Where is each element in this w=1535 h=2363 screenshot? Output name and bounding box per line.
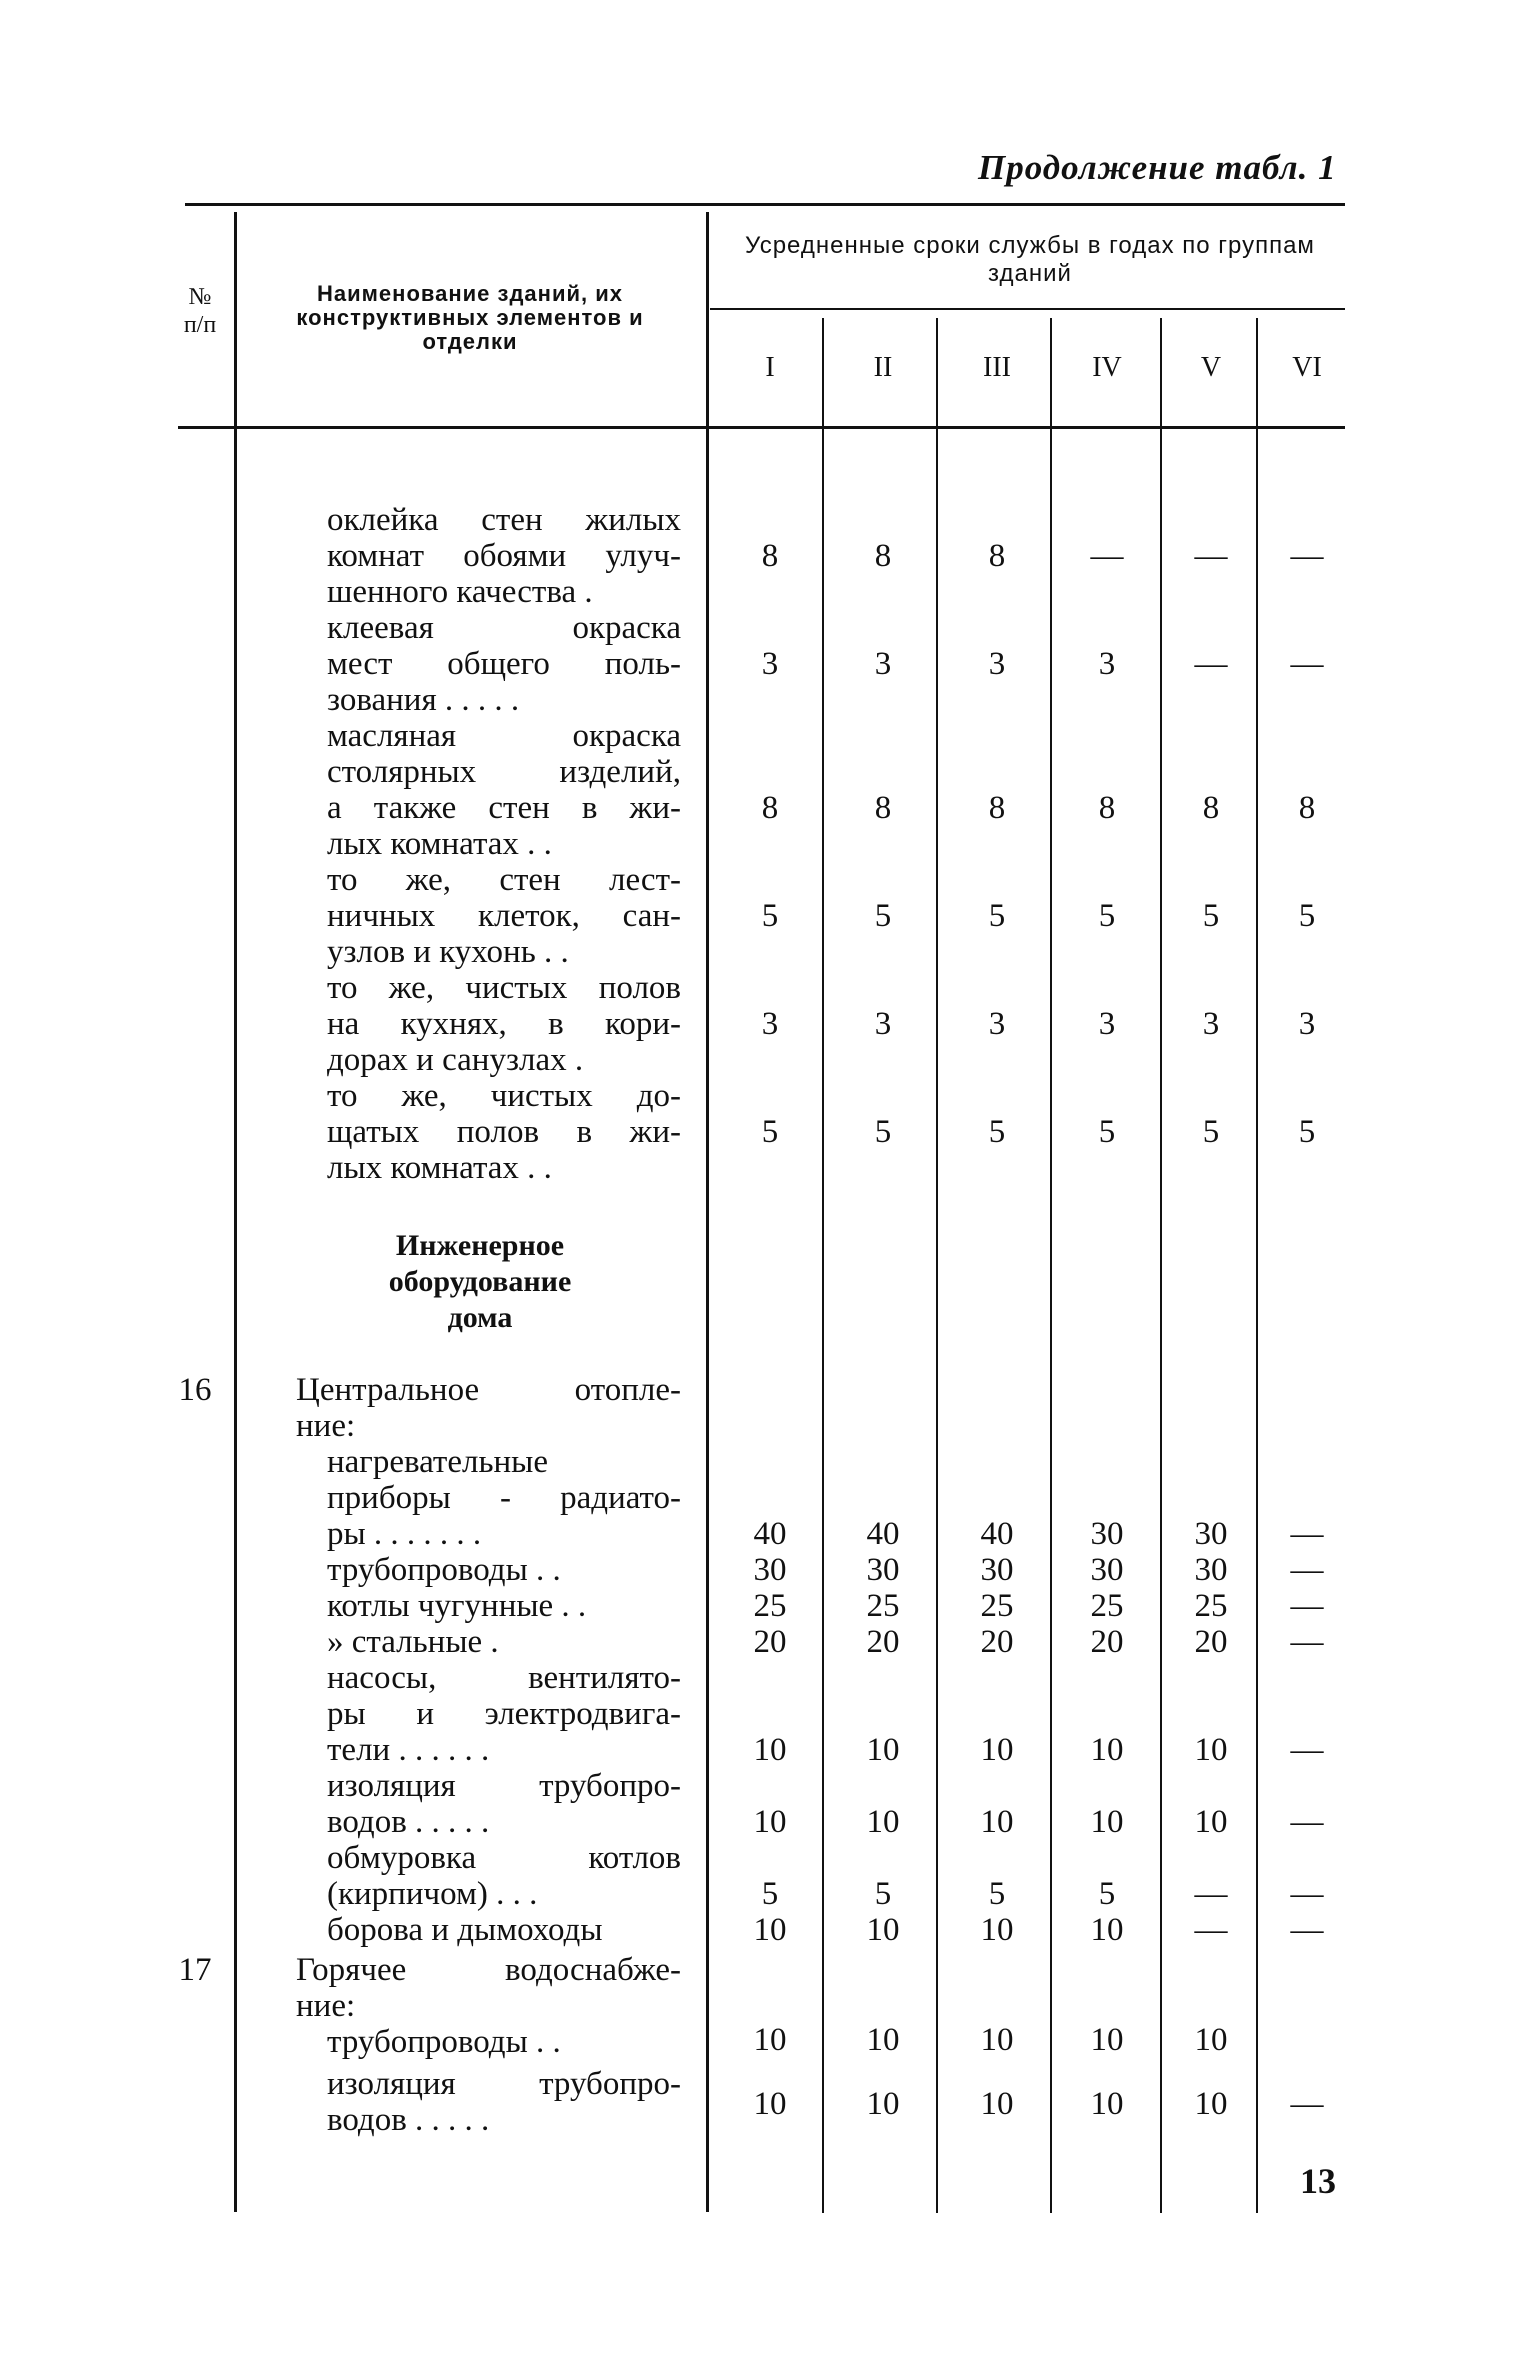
- row-1-value-g6: —: [1290, 538, 1324, 574]
- item16-sub-3-value-g5: 25: [1194, 1588, 1228, 1624]
- row-2-text-line: зования . . . . .: [327, 682, 520, 718]
- row-1-value-g5: —: [1194, 538, 1228, 574]
- page-number: 13: [1300, 2161, 1336, 2201]
- item17-sub-2-value-g1: 10: [753, 2086, 787, 2122]
- item17-sub-2-text-line: водов . . . . .: [327, 2102, 490, 2138]
- row-2-value-g5: —: [1194, 646, 1228, 682]
- item16-sub-5-text-line: ры и электродвига-: [327, 1696, 681, 1732]
- item16-sub-3-value-g1: 25: [753, 1588, 787, 1624]
- item16-sub-6-value-g2: 10: [866, 1804, 900, 1840]
- row-2-value-g1: 3: [761, 646, 779, 682]
- item17-sub-2-value-g5: 10: [1194, 2086, 1228, 2122]
- item16-sub-4-value-g5: 20: [1194, 1624, 1228, 1660]
- item16-sub-8-value-g3: 10: [980, 1912, 1014, 1948]
- col-divider-g5: [1256, 318, 1258, 2213]
- item16-sub-7-value-g2: 5: [874, 1876, 892, 1912]
- row-3-text-line: столярных изделий,: [327, 754, 681, 790]
- item16-sub-7-text-line: обмуровка котлов: [327, 1840, 681, 1876]
- item16-sub-7-text-line: (кирпичом) . . .: [327, 1876, 538, 1912]
- item16-sub-2-value-g2: 30: [866, 1552, 900, 1588]
- item17-sub-2-value-g6: —: [1290, 2086, 1324, 2122]
- col-divider-g2: [936, 318, 938, 2213]
- item16-sub-8-value-g4: 10: [1090, 1912, 1124, 1948]
- row-2-text-line: мест общего поль-: [327, 646, 681, 682]
- item16-sub-7-text: [327, 1840, 681, 1912]
- item16-sub-1-value-g1: 40: [753, 1516, 787, 1552]
- row-5-value-g2: 3: [874, 1006, 892, 1042]
- row-2-value-g6: —: [1290, 646, 1324, 682]
- row-5-value-g6: 3: [1298, 1006, 1316, 1042]
- item16-sub-1-text-line: ры . . . . . . .: [327, 1516, 482, 1552]
- item16-sub-1-value-g3: 40: [980, 1516, 1014, 1552]
- item16-sub-2-text-line: трубопроводы . .: [327, 1552, 561, 1588]
- row-2-value-g3: 3: [988, 646, 1006, 682]
- item16-sub-2-value-g6: —: [1290, 1552, 1324, 1588]
- item16-sub-1-value-g2: 40: [866, 1516, 900, 1552]
- row-6-text: [327, 1078, 681, 1186]
- item17-sub-2-value-g2: 10: [866, 2086, 900, 2122]
- item16-number: 16: [178, 1372, 212, 1408]
- row-4-text-line: ничных клеток, сан-: [327, 898, 681, 934]
- item17-title-line: Горячее водоснабже-: [296, 1952, 681, 1988]
- item16-sub-3-value-g2: 25: [866, 1588, 900, 1624]
- group-label-5: V: [1200, 352, 1222, 383]
- item16-title-line: Центральное отопле-: [296, 1372, 681, 1408]
- item16-sub-5-value-g1: 10: [753, 1732, 787, 1768]
- item16-sub-5-value-g6: —: [1290, 1732, 1324, 1768]
- row-4-value-g4: 5: [1098, 898, 1116, 934]
- item16-title: [296, 1372, 681, 1444]
- row-1-text-line: оклейка стен жилых: [327, 502, 681, 538]
- row-3-value-g5: 8: [1202, 790, 1220, 826]
- item16-sub-5-value-g5: 10: [1194, 1732, 1228, 1768]
- row-4-value-g3: 5: [988, 898, 1006, 934]
- item17-sub-2-text-line: изоляция трубопро-: [327, 2066, 681, 2102]
- row-3-value-g1: 8: [761, 790, 779, 826]
- group-label-1: I: [765, 352, 775, 383]
- item16-sub-6-value-g5: 10: [1194, 1804, 1228, 1840]
- row-5-value-g4: 3: [1098, 1006, 1116, 1042]
- header-bottom-rule: [178, 426, 1345, 429]
- item16-sub-6-text: [327, 1768, 681, 1840]
- row-6-value-g1: 5: [761, 1114, 779, 1150]
- col-divider-g4: [1160, 318, 1162, 2213]
- row-3-value-g6: 8: [1298, 790, 1316, 826]
- item16-sub-2-value-g3: 30: [980, 1552, 1014, 1588]
- item16-sub-4-value-g1: 20: [753, 1624, 787, 1660]
- row-4-value-g1: 5: [761, 898, 779, 934]
- item16-sub-1-text-line: приборы - радиато-: [327, 1480, 681, 1516]
- item16-sub-1-value-g6: —: [1290, 1516, 1324, 1552]
- row-3-value-g2: 8: [874, 790, 892, 826]
- item16-sub-2-value-g4: 30: [1090, 1552, 1124, 1588]
- item16-sub-7-value-g6: —: [1290, 1876, 1324, 1912]
- header-name-column: Наименование зданий, их конструктивных элементов и отделки: [296, 281, 644, 354]
- row-6-value-g6: 5: [1298, 1114, 1316, 1150]
- item16-sub-8-text-line: борова и дымоходы: [327, 1912, 603, 1948]
- row-1-value-g3: 8: [988, 538, 1006, 574]
- row-1-text-line: шенного качества .: [327, 574, 593, 610]
- row-3-value-g3: 8: [988, 790, 1006, 826]
- row-4-text-line: то же, стен лест-: [327, 862, 681, 898]
- item16-sub-6-value-g1: 10: [753, 1804, 787, 1840]
- group-label-6: VI: [1292, 352, 1322, 383]
- item16-sub-4-value-g6: —: [1290, 1624, 1324, 1660]
- row-3-value-g4: 8: [1098, 790, 1116, 826]
- item17-sub-1-text-line: трубопроводы . .: [327, 2024, 561, 2060]
- item16-sub-7-value-g3: 5: [988, 1876, 1006, 1912]
- item16-sub-1-value-g4: 30: [1090, 1516, 1124, 1552]
- item16-sub-3-value-g4: 25: [1090, 1588, 1124, 1624]
- row-6-text-line: лых комнатах . .: [327, 1150, 552, 1186]
- item17-sub-2-value-g3: 10: [980, 2086, 1014, 2122]
- group-label-3: III: [983, 352, 1011, 383]
- row-6-value-g3: 5: [988, 1114, 1006, 1150]
- item17-sub-1-text: [327, 2024, 681, 2060]
- row-6-value-g5: 5: [1202, 1114, 1220, 1150]
- item16-sub-7-value-g1: 5: [761, 1876, 779, 1912]
- section-title: Инженерное оборудование дома: [388, 1229, 572, 1334]
- row-2-text: [327, 610, 681, 718]
- item16-sub-8-value-g6: —: [1290, 1912, 1324, 1948]
- row-3-text-line: масляная окраска: [327, 718, 681, 754]
- table-top-rule: [185, 203, 1345, 206]
- row-5-text-line: дорах и санузлах .: [327, 1042, 584, 1078]
- item16-sub-8-value-g5: —: [1194, 1912, 1228, 1948]
- row-4-value-g5: 5: [1202, 898, 1220, 934]
- row-1-value-g4: —: [1090, 538, 1124, 574]
- col-divider-name: [706, 212, 709, 2212]
- item16-sub-7-value-g4: 5: [1098, 1876, 1116, 1912]
- item17-sub-2-value-g4: 10: [1090, 2086, 1124, 2122]
- row-4-text-line: узлов и кухонь . .: [327, 934, 569, 970]
- item16-sub-3-value-g3: 25: [980, 1588, 1014, 1624]
- item16-sub-4-value-g2: 20: [866, 1624, 900, 1660]
- item16-sub-2-value-g5: 30: [1194, 1552, 1228, 1588]
- item16-sub-5-text-line: тели . . . . . .: [327, 1732, 490, 1768]
- col-divider-g3: [1050, 318, 1052, 2213]
- row-3-text: [327, 718, 681, 862]
- col-divider-num: [234, 212, 237, 2212]
- header-number-column: № п/п: [183, 284, 217, 338]
- item17-sub-1-value-g2: 10: [866, 2022, 900, 2058]
- item17-sub-2-text: [327, 2066, 681, 2138]
- item16-sub-6-text-line: изоляция трубопро-: [327, 1768, 681, 1804]
- group-header-rule: [710, 308, 1345, 310]
- item17-sub-1-value-g3: 10: [980, 2022, 1014, 2058]
- row-5-value-g1: 3: [761, 1006, 779, 1042]
- row-4-text: [327, 862, 681, 970]
- item16-sub-4-value-g3: 20: [980, 1624, 1014, 1660]
- row-3-text-line: а также стен в жи-: [327, 790, 681, 826]
- item16-sub-5-value-g2: 10: [866, 1732, 900, 1768]
- item16-sub-3-value-g6: —: [1290, 1588, 1324, 1624]
- group-label-2: II: [873, 352, 893, 383]
- row-5-text-line: на кухнях, в кори-: [327, 1006, 681, 1042]
- item16-sub-8-text: [327, 1912, 681, 1948]
- item17-sub-1-value-g4: 10: [1090, 2022, 1124, 2058]
- item16-sub-6-value-g3: 10: [980, 1804, 1014, 1840]
- row-5-text-line: то же, чистых полов: [327, 970, 681, 1006]
- row-2-value-g4: 3: [1098, 646, 1116, 682]
- item16-sub-3-text: [327, 1588, 681, 1624]
- row-2-value-g2: 3: [874, 646, 892, 682]
- item16-sub-4-value-g4: 20: [1090, 1624, 1124, 1660]
- item16-sub-2-text: [327, 1552, 681, 1588]
- row-1-value-g1: 8: [761, 538, 779, 574]
- row-4-value-g2: 5: [874, 898, 892, 934]
- row-2-text-line: клеевая окраска: [327, 610, 681, 646]
- item16-sub-1-value-g5: 30: [1194, 1516, 1228, 1552]
- row-6-text-line: то же, чистых до-: [327, 1078, 681, 1114]
- item16-sub-6-value-g4: 10: [1090, 1804, 1124, 1840]
- header-groups-column: Усредненные сроки службы в годах по группам зданий: [745, 232, 1315, 287]
- group-label-4: IV: [1092, 352, 1122, 383]
- row-5-value-g3: 3: [988, 1006, 1006, 1042]
- row-5-text: [327, 970, 681, 1078]
- item16-sub-1-text-line: нагревательные: [327, 1444, 548, 1480]
- item17-title: [296, 1952, 681, 2024]
- item16-sub-5-text-line: насосы, вентилято-: [327, 1660, 681, 1696]
- item16-sub-6-text-line: водов . . . . .: [327, 1804, 490, 1840]
- item16-sub-8-value-g2: 10: [866, 1912, 900, 1948]
- row-5-value-g5: 3: [1202, 1006, 1220, 1042]
- col-divider-g1: [822, 318, 824, 2213]
- item17-sub-1-value-g5: 10: [1194, 2022, 1228, 2058]
- row-1-value-g2: 8: [874, 538, 892, 574]
- row-4-value-g6: 5: [1298, 898, 1316, 934]
- item16-sub-2-value-g1: 30: [753, 1552, 787, 1588]
- item16-sub-6-value-g6: —: [1290, 1804, 1324, 1840]
- item16-sub-7-value-g5: —: [1194, 1876, 1228, 1912]
- item16-sub-4-text: [327, 1624, 681, 1660]
- item16-sub-5-text: [327, 1660, 681, 1768]
- row-3-text-line: лых комнатах . .: [327, 826, 552, 862]
- item17-sub-1-value-g1: 10: [753, 2022, 787, 2058]
- row-1-text: [327, 502, 681, 610]
- item17-title-line: ние:: [296, 1988, 356, 2024]
- item17-number: 17: [178, 1952, 212, 1988]
- item16-sub-5-value-g4: 10: [1090, 1732, 1124, 1768]
- item16-sub-5-value-g3: 10: [980, 1732, 1014, 1768]
- item16-sub-4-text-line: » стальные .: [327, 1624, 499, 1660]
- item16-sub-1-text: [327, 1444, 681, 1552]
- row-6-value-g4: 5: [1098, 1114, 1116, 1150]
- row-6-value-g2: 5: [874, 1114, 892, 1150]
- row-6-text-line: щатых полов в жи-: [327, 1114, 681, 1150]
- item16-sub-8-value-g1: 10: [753, 1912, 787, 1948]
- row-1-text-line: комнат обоями улуч-: [327, 538, 681, 574]
- item16-title-line: ние:: [296, 1408, 356, 1444]
- table-caption: Продолжение табл. 1: [978, 148, 1337, 187]
- item16-sub-3-text-line: котлы чугунные . .: [327, 1588, 587, 1624]
